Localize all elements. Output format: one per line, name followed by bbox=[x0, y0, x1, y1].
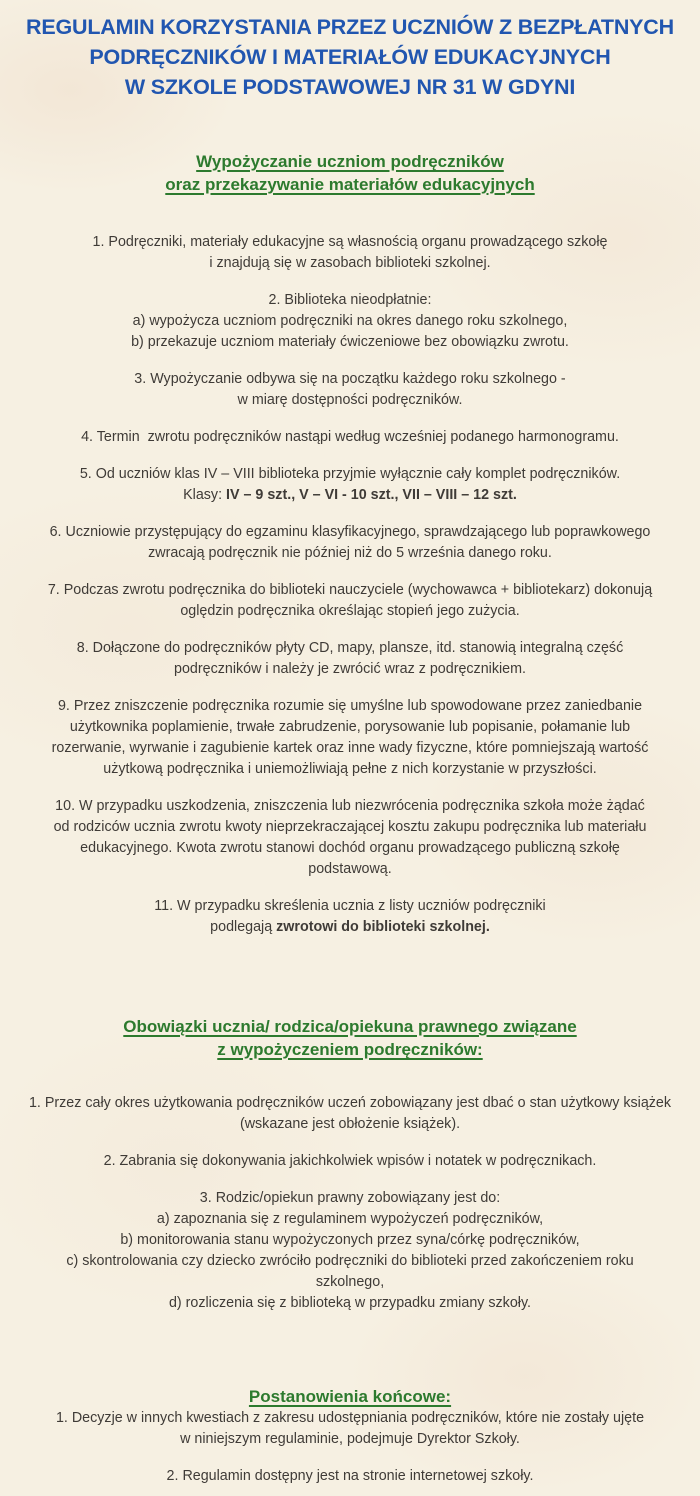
item-text: 2. Regulamin dostępny jest na stronie internetowej szkoły. bbox=[166, 1468, 534, 1484]
item-text: 3. Wypożyczanie odbywa się na początku każdego roku szkolnego - bbox=[134, 371, 566, 387]
section-lending-heading bbox=[6, 150, 694, 196]
item-text: 5. Od uczniów klas IV – VIII biblioteka przyjmie wyłącznie cały komplet podręczników. bbox=[79, 466, 621, 482]
item-text: d) rozliczenia się z biblioteką w przypadku zmiany szkoły. bbox=[168, 1295, 532, 1311]
document-title-line-2: PODRĘCZNIKÓW I MATERIAŁÓW EDUKACYJNYCH bbox=[89, 45, 611, 69]
regulation-item bbox=[6, 696, 694, 780]
regulation-item bbox=[6, 1151, 694, 1172]
item-text: podlegają bbox=[210, 919, 277, 935]
section-final-provisions-heading bbox=[6, 1385, 694, 1408]
item-text: 6. Uczniowie przystępujący do egzaminu klasyfikacyjnego, sprawdzającego lub poprawkowego bbox=[49, 524, 651, 540]
regulation-item bbox=[6, 232, 694, 274]
regulation-item bbox=[6, 522, 694, 564]
section-obligations bbox=[6, 1015, 694, 1314]
document-title bbox=[6, 12, 694, 102]
item-text: w niniejszym regulaminie, podejmuje Dyrektor Szkoły. bbox=[180, 1431, 520, 1447]
regulation-item bbox=[6, 427, 694, 448]
regulation-item bbox=[6, 1466, 694, 1487]
item-text: a) wypożycza uczniom podręczniki na okres danego roku szkolnego, bbox=[132, 313, 568, 329]
item-text: od rodziców ucznia zwrotu kwoty nieprzekraczającej kosztu zakupu podręcznika lub materiału bbox=[53, 819, 647, 835]
item-text: c) skontrolowania czy dziecko zwróciło podręczniki do biblioteki przed zakończeniem roku bbox=[66, 1253, 634, 1269]
section-final-provisions bbox=[6, 1385, 694, 1487]
item-text: 3. Rodzic/opiekun prawny zobowiązany jest do: bbox=[199, 1190, 501, 1206]
item-text: oględzin podręcznika określając stopień jego zużycia. bbox=[180, 603, 520, 619]
item-text: Klasy: bbox=[183, 487, 227, 503]
item-text: 1. Podręczniki, materiały edukacyjne są własnością organu prowadzącego szkołę bbox=[92, 234, 608, 250]
regulation-item bbox=[6, 1188, 694, 1314]
regulation-item bbox=[6, 369, 694, 411]
item-text: 11. W przypadku skreślenia ucznia z listy uczniów podręczniki bbox=[154, 898, 546, 914]
item-text: 8. Dołączone do podręczników płyty CD, mapy, plansze, itd. stanowią integralną część bbox=[76, 640, 624, 656]
item-text: zwracają podręcznik nie później niż do 5 września danego roku. bbox=[148, 545, 552, 561]
item-text: (wskazane jest obłożenie książek). bbox=[239, 1116, 461, 1132]
regulation-item bbox=[6, 1093, 694, 1135]
section-obligations-heading bbox=[6, 1015, 694, 1061]
heading-line: Wypożyczanie uczniom podręczników bbox=[196, 152, 504, 171]
item-text: 9. Przez zniszczenie podręcznika rozumie się umyślne lub spowodowane przez zaniedbanie bbox=[57, 698, 643, 714]
document-title-line-3: W SZKOLE PODSTAWOWEJ NR 31 W GDYNI bbox=[124, 75, 576, 99]
heading-line: z wypożyczeniem podręczników: bbox=[217, 1040, 483, 1059]
document-title-line-1: REGULAMIN KORZYSTANIA PRZEZ UCZNIÓW Z BEZPŁATNYCH bbox=[26, 15, 674, 39]
item-text: podręczników i należy je zwrócić wraz z podręcznikiem. bbox=[174, 661, 526, 677]
item-bold-text: zwrotowi do biblioteki szkolnej. bbox=[276, 919, 490, 935]
item-text: w miarę dostępności podręczników. bbox=[237, 392, 463, 408]
item-text: i znajdują się w zasobach biblioteki szkolnej. bbox=[209, 255, 491, 271]
item-text: edukacyjnego. Kwota zwrotu stanowi dochód organu prowadzącego publiczną szkołę bbox=[80, 840, 620, 856]
item-text: 10. W przypadku uszkodzenia, zniszczenia lub niezwrócenia podręcznika szkoła może żądać bbox=[55, 798, 645, 814]
regulation-item bbox=[6, 1408, 694, 1450]
regulation-item bbox=[6, 290, 694, 353]
item-text: 7. Podczas zwrotu podręcznika do biblioteki nauczyciele (wychowawca + bibliotekarz) dokonują bbox=[47, 582, 653, 598]
item-text: 2. Zabrania się dokonywania jakichkolwiek wpisów i notatek w podręcznikach. bbox=[103, 1153, 597, 1169]
regulation-item bbox=[6, 580, 694, 622]
section-lending-items bbox=[6, 232, 694, 938]
item-bold-text: IV – 9 szt., V – VI - 10 szt., VII – VIII – 12 szt. bbox=[226, 487, 517, 503]
item-text: podstawową. bbox=[308, 861, 392, 877]
regulation-item bbox=[6, 638, 694, 680]
item-text: użytkową podręcznika i uniemożliwiają pełne z nich korzystanie w przyszłości. bbox=[103, 761, 597, 777]
heading-line: Postanowienia końcowe: bbox=[248, 1387, 452, 1406]
item-text: 1. Przez cały okres użytkowania podręczników uczeń zobowiązany jest dbać o stan użytkowy książek bbox=[28, 1095, 672, 1111]
item-text: szkolnego, bbox=[315, 1274, 385, 1290]
item-text: 1. Decyzje w innych kwestiach z zakresu udostępniania podręczników, które nie zostały ujęte bbox=[55, 1410, 645, 1426]
item-text: 2. Biblioteka nieodpłatnie: bbox=[268, 292, 432, 308]
regulation-item bbox=[6, 464, 694, 506]
regulation-item bbox=[6, 796, 694, 880]
item-text: b) monitorowania stanu wypożyczonych przez syna/córkę podręczników, bbox=[120, 1232, 580, 1248]
item-text: użytkownika poplamienie, trwałe zabrudzenie, porysowanie lub popisanie, połamanie lub bbox=[69, 719, 631, 735]
section-obligations-items bbox=[6, 1093, 694, 1314]
item-text: a) zapoznania się z regulaminem wypożyczeń podręczników, bbox=[156, 1211, 544, 1227]
section-final-provisions-items bbox=[6, 1408, 694, 1487]
heading-line: oraz przekazywanie materiałów edukacyjnych bbox=[165, 175, 535, 194]
regulation-item bbox=[6, 896, 694, 938]
heading-line: Obowiązki ucznia/ rodzica/opiekuna prawnego związane bbox=[123, 1017, 577, 1036]
item-text: b) przekazuje uczniom materiały ćwiczeniowe bez obowiązku zwrotu. bbox=[131, 334, 569, 350]
section-lending bbox=[6, 150, 694, 938]
item-text: rozerwanie, wyrwanie i zagubienie kartek oraz inne wady fizyczne, które pomniejszają wartość bbox=[51, 740, 649, 756]
item-text: 4. Termin zwrotu podręczników nastąpi według wcześniej podanego harmonogramu. bbox=[81, 429, 619, 445]
